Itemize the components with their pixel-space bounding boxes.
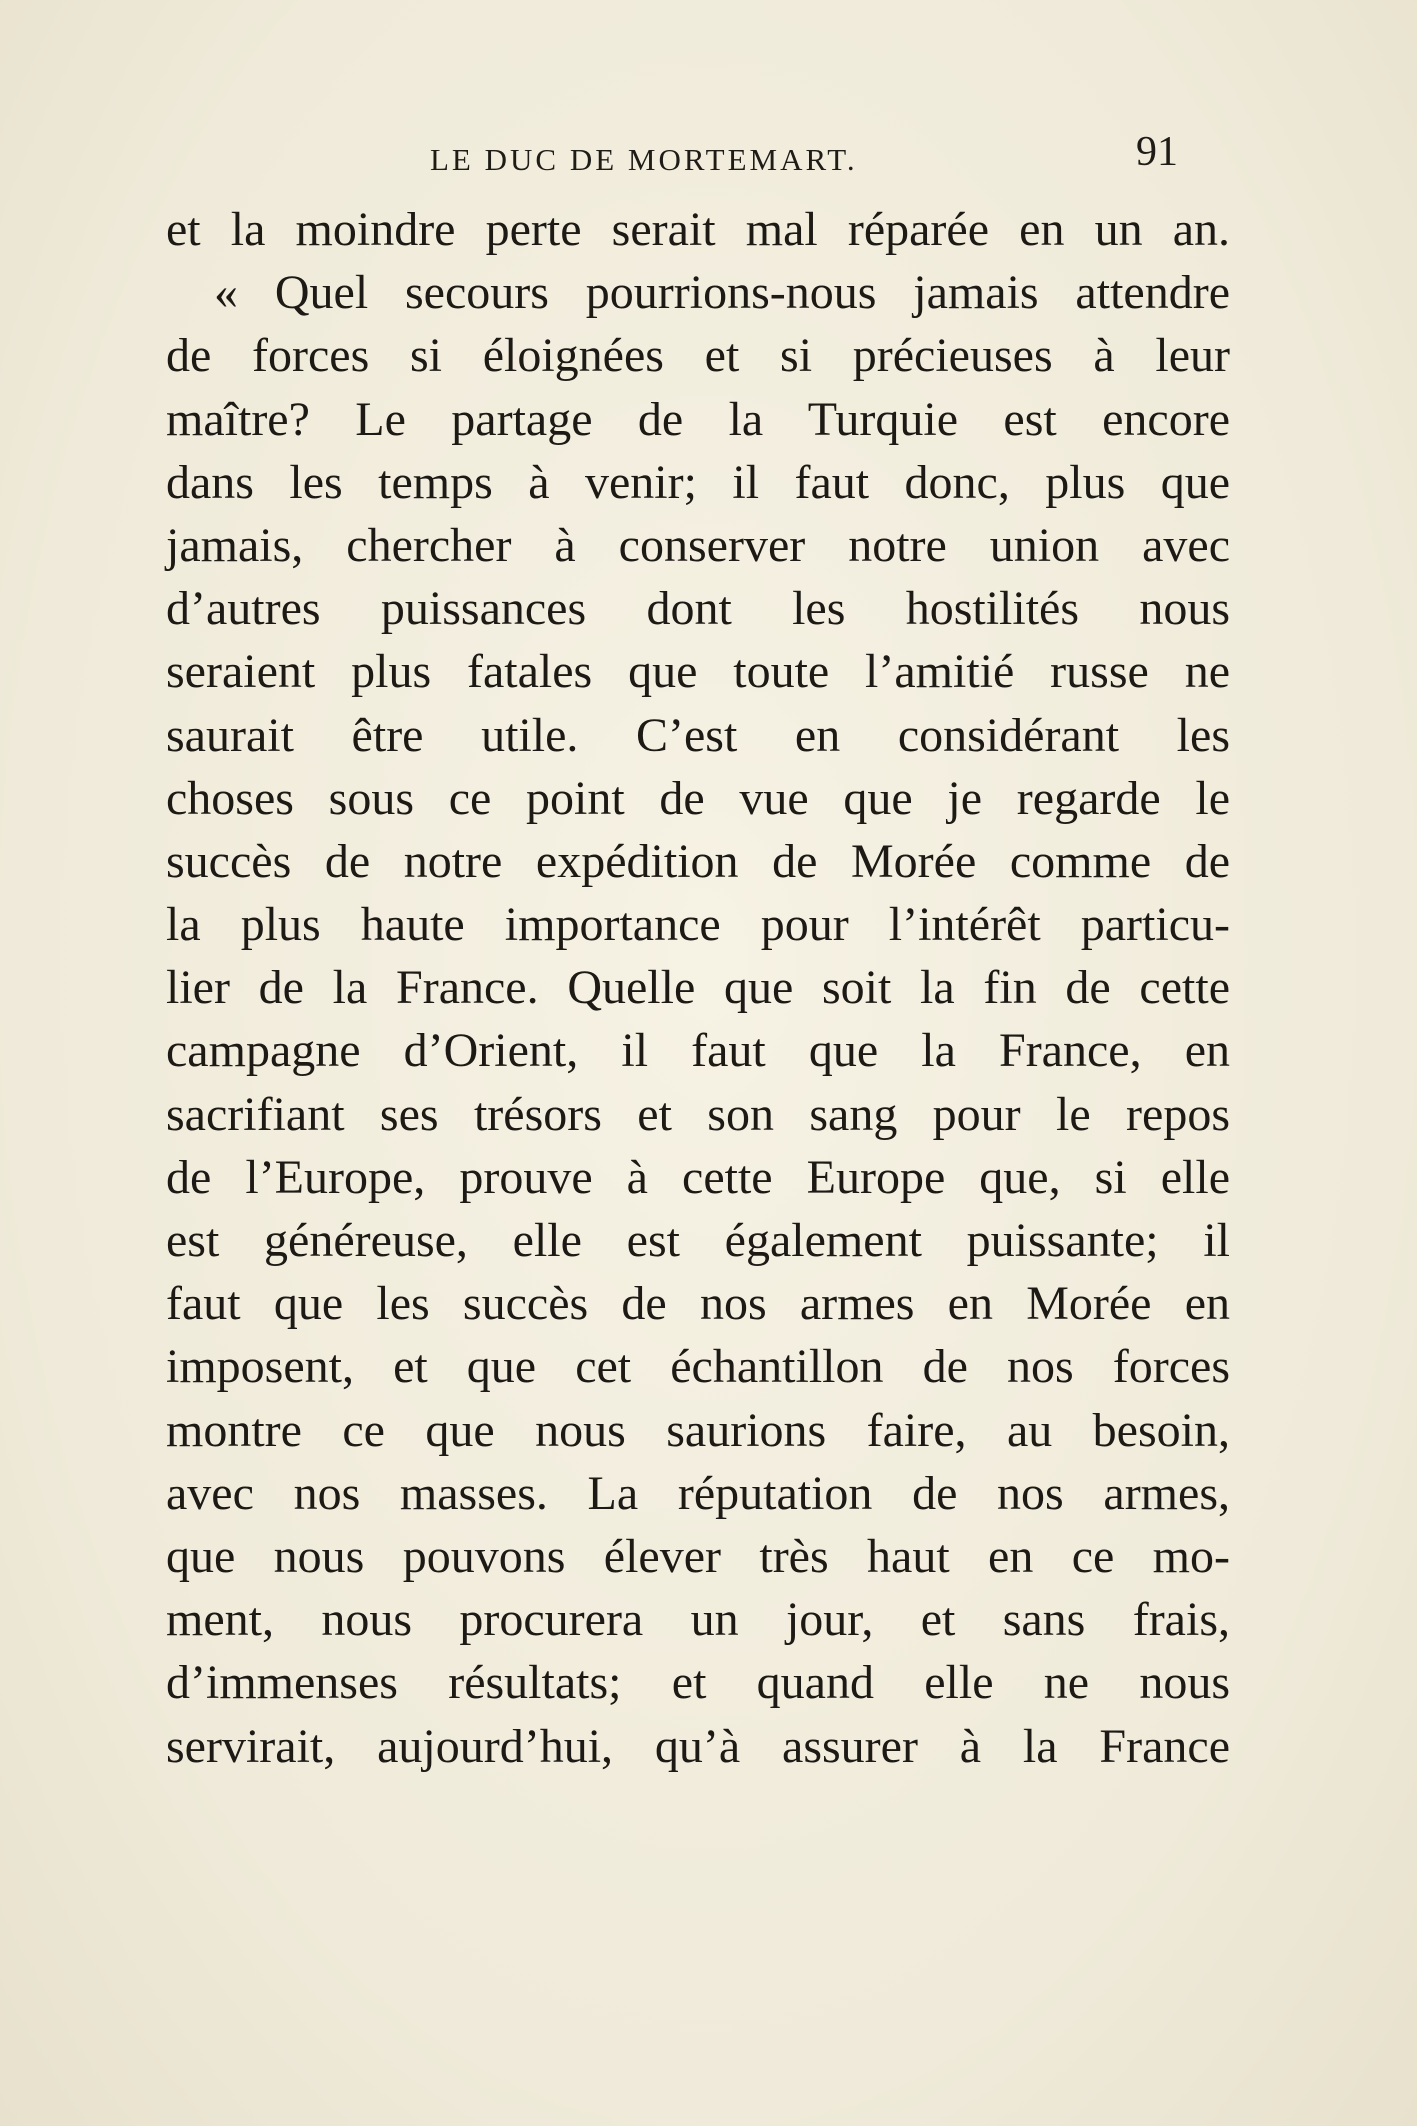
- text-line: campagne d’Orient, il faut que la France, en: [166, 1024, 1230, 1078]
- text-line: jamais, chercher à conserver notre union avec: [166, 518, 1230, 572]
- text-line: est généreuse, elle est également puissante; il: [166, 1214, 1230, 1267]
- text-line: lier de la France. Quelle que soit la fin de cette: [166, 961, 1230, 1015]
- text-line: de forces si éloignées et si précieuses à leur: [166, 329, 1230, 383]
- text-line: seraient plus fatales que toute l’amitié russe ne: [166, 645, 1230, 699]
- body-text: [166, 198, 1230, 1778]
- text-line: maître? Le partage de la Turquie est encore: [166, 392, 1230, 446]
- text-line: imposent, et que cet échantillon de nos forces: [166, 1340, 1230, 1394]
- text-line: et la moindre perte serait mal réparée en un an.: [166, 203, 1230, 256]
- text-line: d’autres puissances dont les hostilités nous: [166, 582, 1230, 636]
- text-line: sacrifiant ses trésors et son sang pour le repos: [166, 1087, 1230, 1141]
- text-line: avec nos masses. La réputation de nos armes,: [166, 1466, 1230, 1520]
- text-line: succès de notre expédition de Morée comme de: [166, 834, 1230, 888]
- page-number: 91: [1136, 129, 1178, 175]
- text-line: saurait être utile. C’est en considérant les: [166, 708, 1230, 762]
- text-line: ment, nous procurera un jour, et sans frais,: [166, 1593, 1230, 1647]
- text-line: la plus haute importance pour l’intérêt particu-: [166, 898, 1230, 952]
- text-line: servirait, aujourd’hui, qu’à assurer à la France: [166, 1719, 1230, 1773]
- running-head: [170, 128, 1190, 188]
- text-line: d’immenses résultats; et quand elle ne nous: [166, 1656, 1230, 1710]
- text-line: dans les temps à venir; il faut donc, plus que: [166, 455, 1230, 509]
- text-line: de l’Europe, prouve à cette Europe que, si elle: [166, 1150, 1230, 1204]
- text-line: « Quel secours pourrions-nous jamais attendre: [214, 266, 1230, 320]
- text-line: faut que les succès de nos armes en Morée en: [166, 1277, 1230, 1331]
- text-line: choses sous ce point de vue que je regarde le: [166, 771, 1230, 825]
- text-line: que nous pouvons élever très haut en ce mo-: [166, 1529, 1230, 1583]
- text-line: montre ce que nous saurions faire, au besoin,: [166, 1403, 1230, 1457]
- running-title: LE DUC DE MORTEMART.: [430, 142, 858, 177]
